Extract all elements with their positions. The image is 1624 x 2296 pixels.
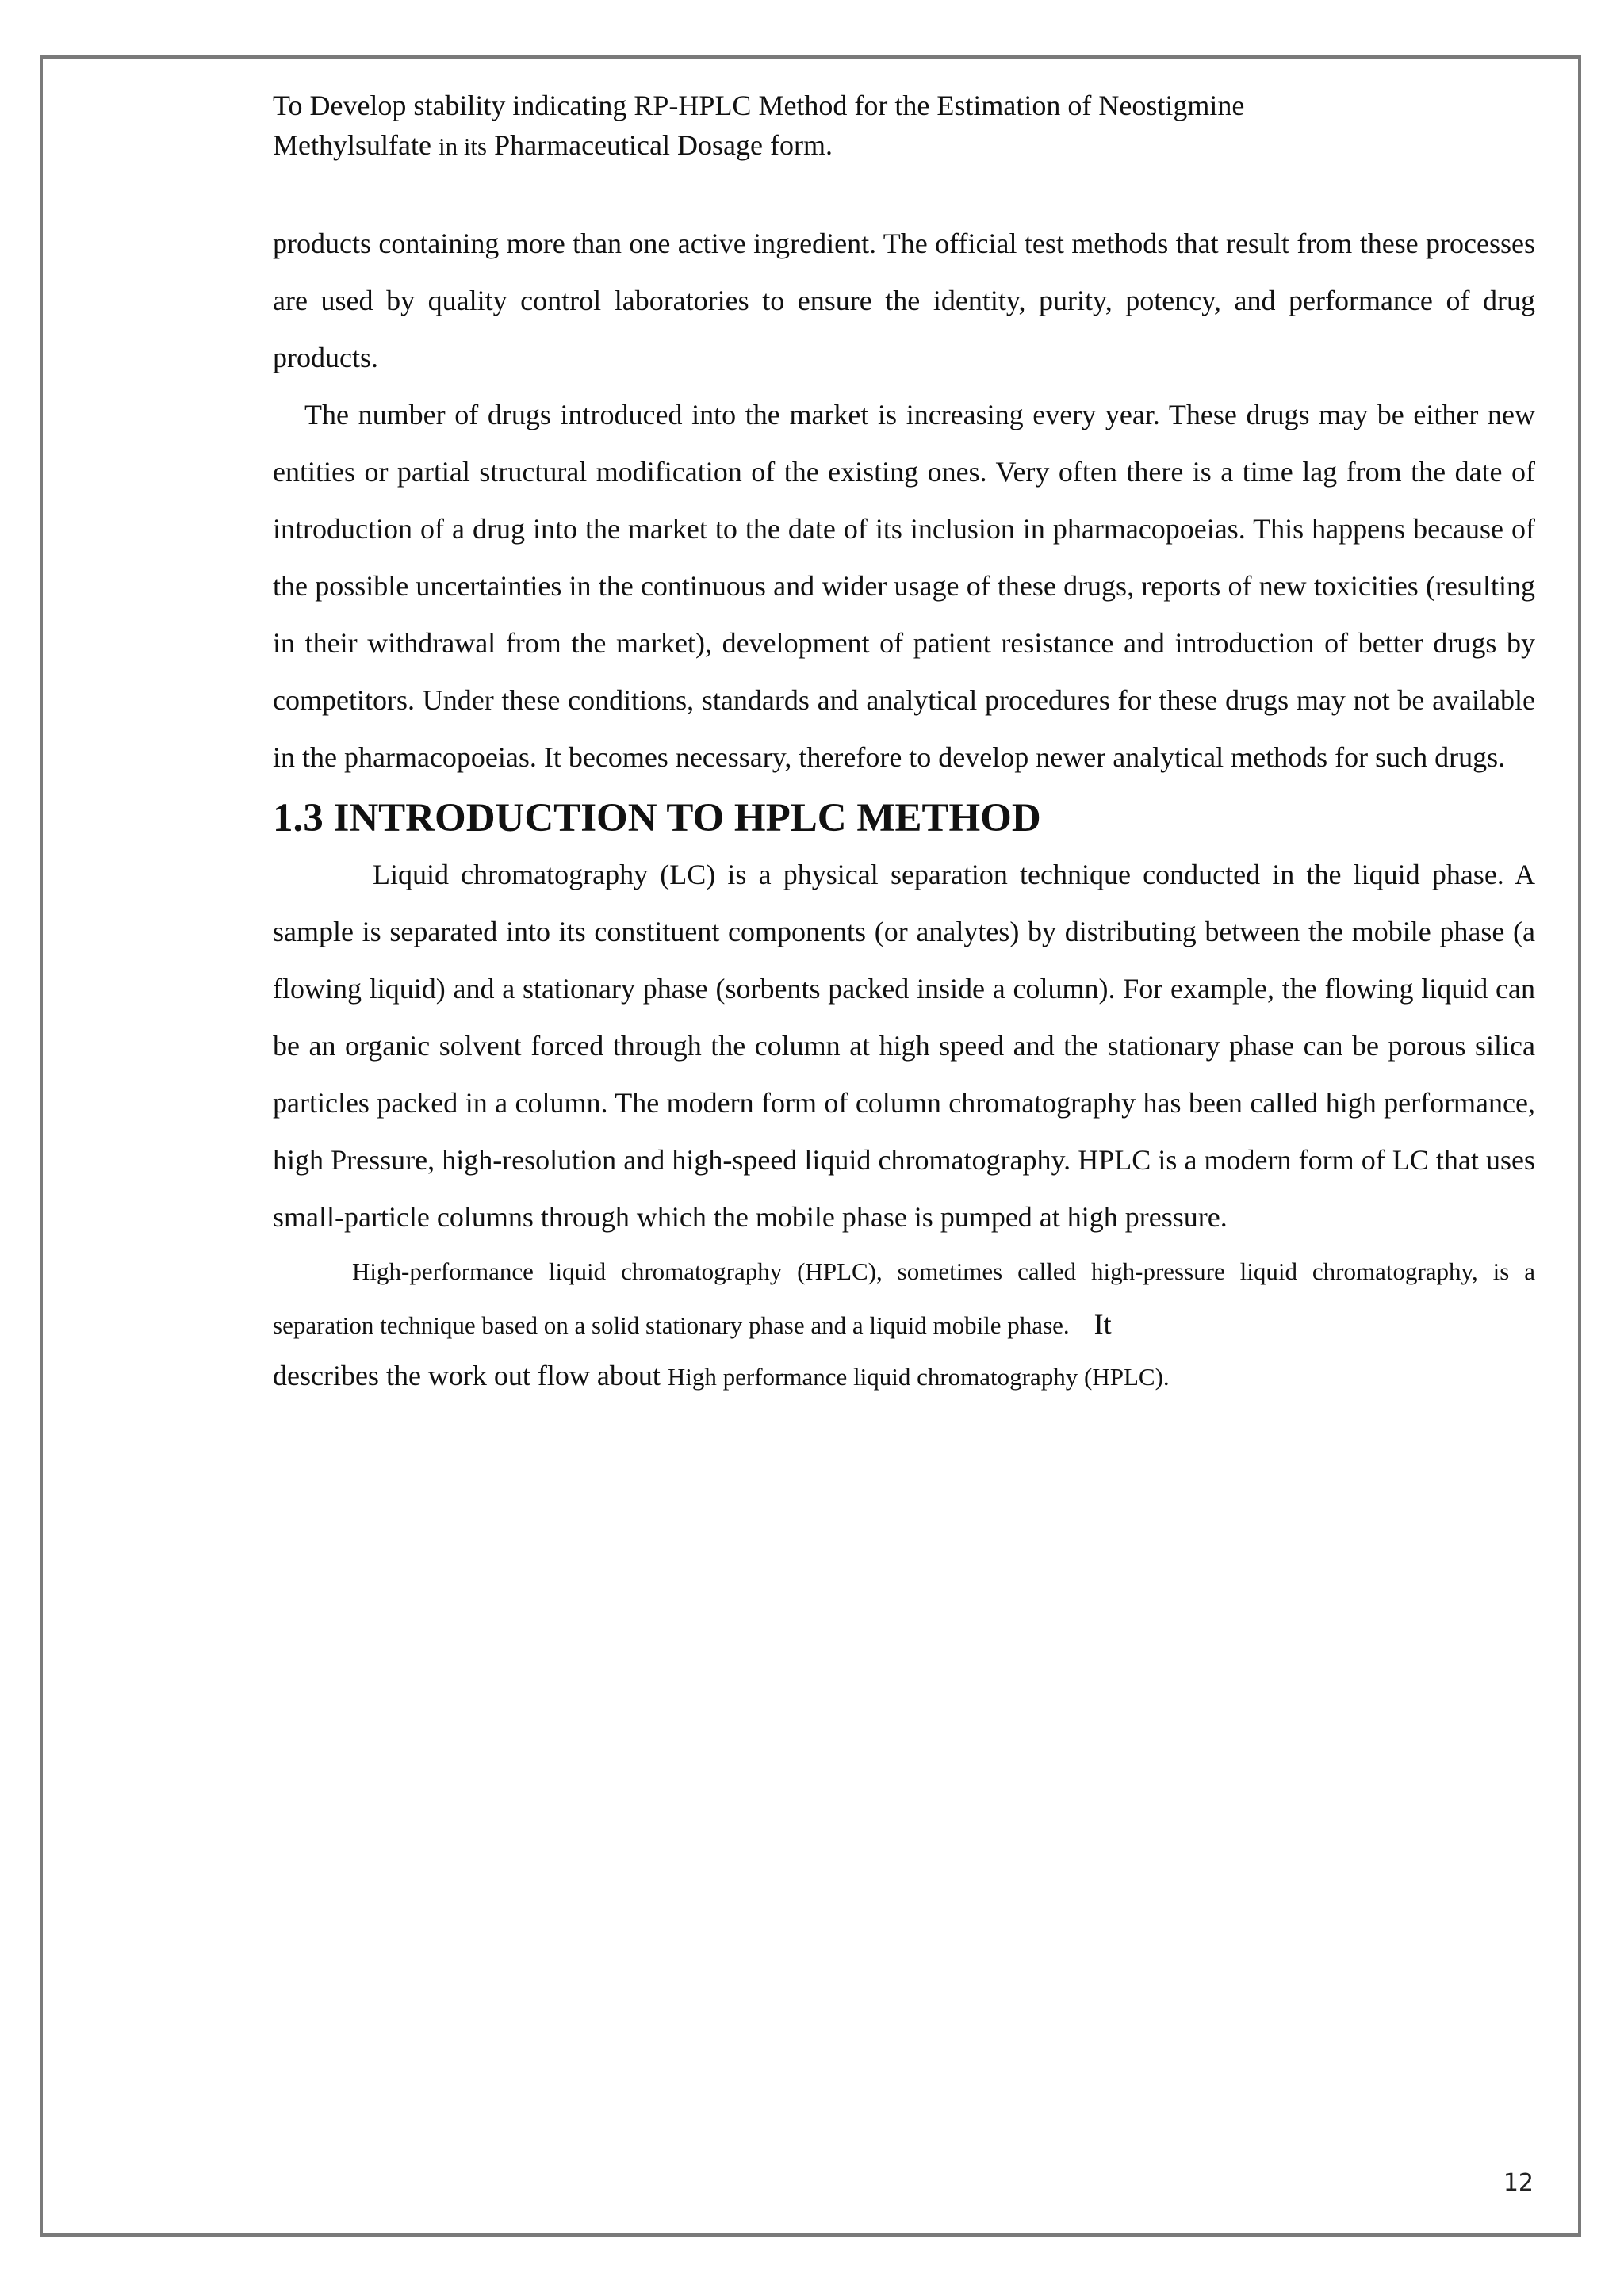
paragraph-2: The number of drugs introduced into the market is increasing every year. These drugs may be either new entities or partial structural modification of the existing ones. Very often there is a time lag from the date of introduction of a drug into the market to the date of its inclusion in pharmacopoeias. This happens because of the possible uncertainties in the continuous and wider usage of these drugs, reports of new toxicities (resulting in their withdrawal from the market), development of patient resistance and introduction of better drugs by competitors. Under these conditions, standards and analytical procedures for these drugs may not be available in the pharmacopoeias. It becomes necessary, therefore to develop newer analytical methods for such drugs. xyxy=(273,399,1535,773)
page-number: 12 xyxy=(1503,2169,1534,2197)
header-line-2-c: Pharmaceutical Dosage form. xyxy=(494,129,833,161)
header-line-2-a: Methylsulfate xyxy=(273,129,431,161)
body-text xyxy=(273,215,1535,1401)
paragraph-4-text: High-performance liquid chromatography (HPLC), sometimes called high-pressure liquid chromatography, is a separation technique based on a solid stationary phase and a liquid mobile phase. xyxy=(273,1257,1535,1339)
paragraph-1: products containing more than one active ingredient. The official test methods that result from these processes are used by quality control laboratories to ensure the identity, purity, potency, and performance of drug products. xyxy=(273,228,1535,373)
paragraph-5-b: High performance liquid chromatography (HPLC). xyxy=(667,1363,1170,1391)
header-line-1: To Develop stability indicating RP-HPLC Method for the Estimation of Neostigmine xyxy=(273,90,1245,121)
paragraph-3: Liquid chromatography (LC) is a physical separation technique conducted in the liquid phase. A sample is separated into its constituent components (or analytes) by distributing between the mobile phase (a flowing liquid) and a stationary phase (sorbents packed inside a column). For example, the flowing liquid can be an organic solvent forced through the column at high speed and the stationary phase can be porous silica particles packed in a column. The modern form of column chromatography has been called high performance, high Pressure, high-resolution and high-speed liquid chromatography. HPLC is a modern form of LC that uses small-particle columns through which the mobile phase is pumped at high pressure. xyxy=(273,859,1535,1233)
section-heading: 1.3 INTRODUCTION TO HPLC METHOD xyxy=(273,796,1041,840)
paragraph-5-a: describes the work out flow about xyxy=(273,1360,661,1391)
page-content xyxy=(273,86,1535,1401)
header-line-2 xyxy=(273,125,1535,166)
running-header xyxy=(273,86,1535,166)
header-line-2-b: in its xyxy=(438,132,488,160)
paragraph-4-tail: It xyxy=(1094,1308,1112,1340)
paragraph-4 xyxy=(273,1246,1535,1352)
paragraph-5 xyxy=(273,1352,1535,1401)
